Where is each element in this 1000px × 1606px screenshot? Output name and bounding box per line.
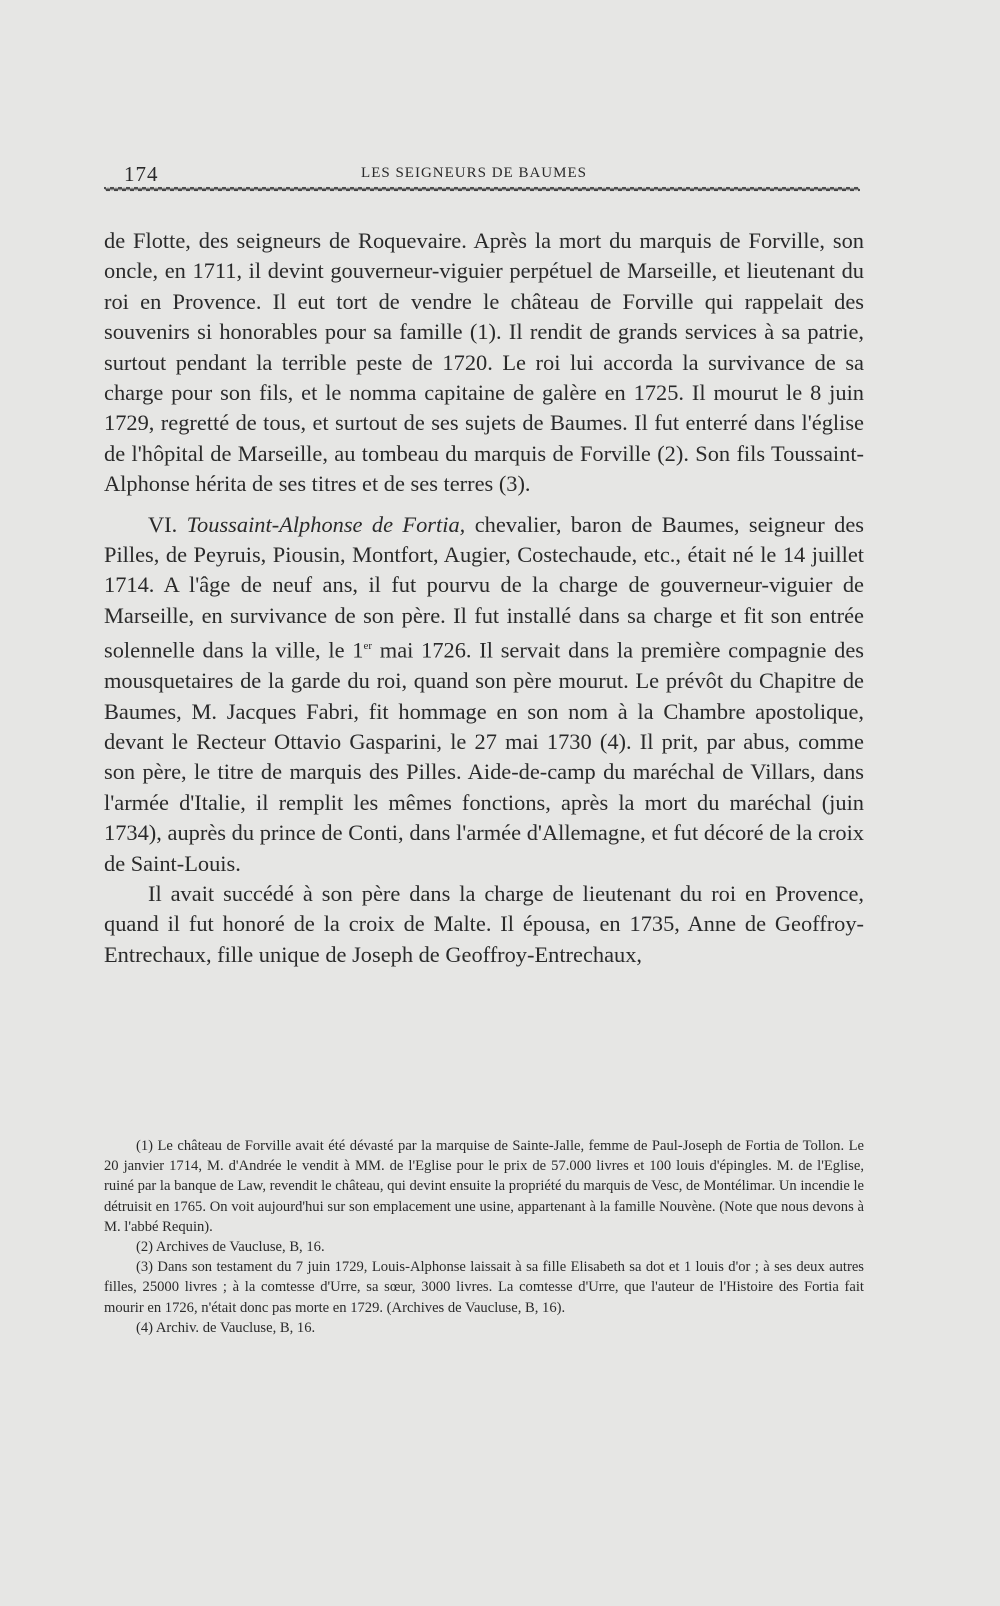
footnote-3: (3) Dans son testament du 7 juin 1729, Louis-Alphonse laissait à sa fille Elisabeth sa dot et 1 louis d'or ; à ses deux autres filles, 25000 livres ; à la comtesse d'Urre, sa sœur, 3000 livres. La comtesse d'Urre, que l'auteur de l'Histoire des Fortia fait mourir en 1726, n'était donc pas morte en 1729. (Archives de Vaucluse, B, 16). — [104, 1259, 864, 1316]
paragraph-1: de Flotte, des seigneurs de Roquevaire. Après la mort du marquis de Forville, son oncle, en 1711, il devint gouverneur-viguier perpétuel de Marseille, et lieutenant du roi en Provence. Il eut tort de vendre le château de Forville qui rappelait des souvenirs si honorables pour sa famille (1). Il rendit de grands services à sa patrie, surtout pendant la terrible peste de 1720. Le roi lui accorda la survivance de sa charge pour son fils, et le nomma capitaine de galère en 1725. Il mourut le 8 juin 1729, regretté de tous, et surtout de ses sujets de Baumes. Il fut enterré dans l'église de l'hôpital de Marseille, au tombeau du marquis de Forville (2). Son fils Toussaint-Alphonse hérita de ses titres et de ses terres (3). — [104, 228, 864, 497]
running-title: LES SEIGNEURS DE BAUMES — [361, 165, 587, 181]
footnote-1: (1) Le château de Forville avait été dévasté par la marquise de Sainte-Jalle, femme de Paul-Joseph de Fortia de Tollon. Le 20 janvier 1714, M. d'Andrée le vendit à MM. de l'Eglise pour le prix de 57.000 livres et 100 louis d'épingles. M. de l'Eglise, ruiné par la banque de Law, revendit le château, qui devint ensuite la propriété du marquis de Vesc, de Montélimar. Un incendie le détruisit en 1765. On voit aujourd'hui sur son emplacement une usine, appartenant à la famille Nouvène. (Note que nous devons à M. l'abbé Requin). — [104, 1138, 864, 1235]
section-number: VI. — [148, 511, 178, 537]
main-text — [104, 226, 864, 970]
footnote-2: (2) Archives de Vaucluse, B, 16. — [136, 1239, 325, 1256]
paragraph-2-text-a: chevalier, baron de Baumes, seigneur des Pilles, de Peyruis, Piousin, Montfort, Augier, Costechaude, etc., était né le 14 juillet 1714. A l'âge de neuf ans, il fut pourvu de la charge de gouverneur-viguier de Marseille, en survivance de son père. Il fut installé dans sa charge et fit son entrée solennelle dans la ville, le 1 — [104, 511, 865, 663]
paragraph-3: Il avait succédé à son père dans la charge de lieutenant du roi en Provence, quand il fut honoré de la croix de Malte. Il épousa, en 1735, Anne de Geoffroy-Entrechaux, fille unique de Joseph de Geoffroy-Entrechaux, — [104, 881, 864, 967]
page-number: 174 — [124, 162, 159, 186]
footnote-4: (4) Archiv. de Vaucluse, B, 16. — [136, 1319, 316, 1336]
paragraph-2-text-b: mai 1726. Il servait dans la première compagnie des mousquetaires de la garde du roi, quand son père mourut. Le prévôt du Chapitre de Baumes, M. Jacques Fabri, fit hommage en son nom à la Chambre apostolique, devant le Recteur Ottavio Gasparini, le 27 mai 1730 (4). Il prit, par abus, comme son père, le titre de marquis des Pilles. Aide-de-camp du maréchal de Villars, dans l'armée d'Italie, il remplit les mêmes fonctions, après la mort du maréchal (juin 1734), auprès du prince de Conti, dans l'armée d'Allemagne, et fut décoré de la croix de Saint-Louis. — [104, 637, 864, 876]
ordinal-superscript: er — [363, 640, 373, 653]
paragraph-2 — [104, 510, 864, 879]
decorative-wavy-rule — [104, 184, 860, 194]
person-name: Toussaint-Alphonse de Fortia, — [186, 511, 466, 537]
footnotes — [104, 1136, 864, 1338]
